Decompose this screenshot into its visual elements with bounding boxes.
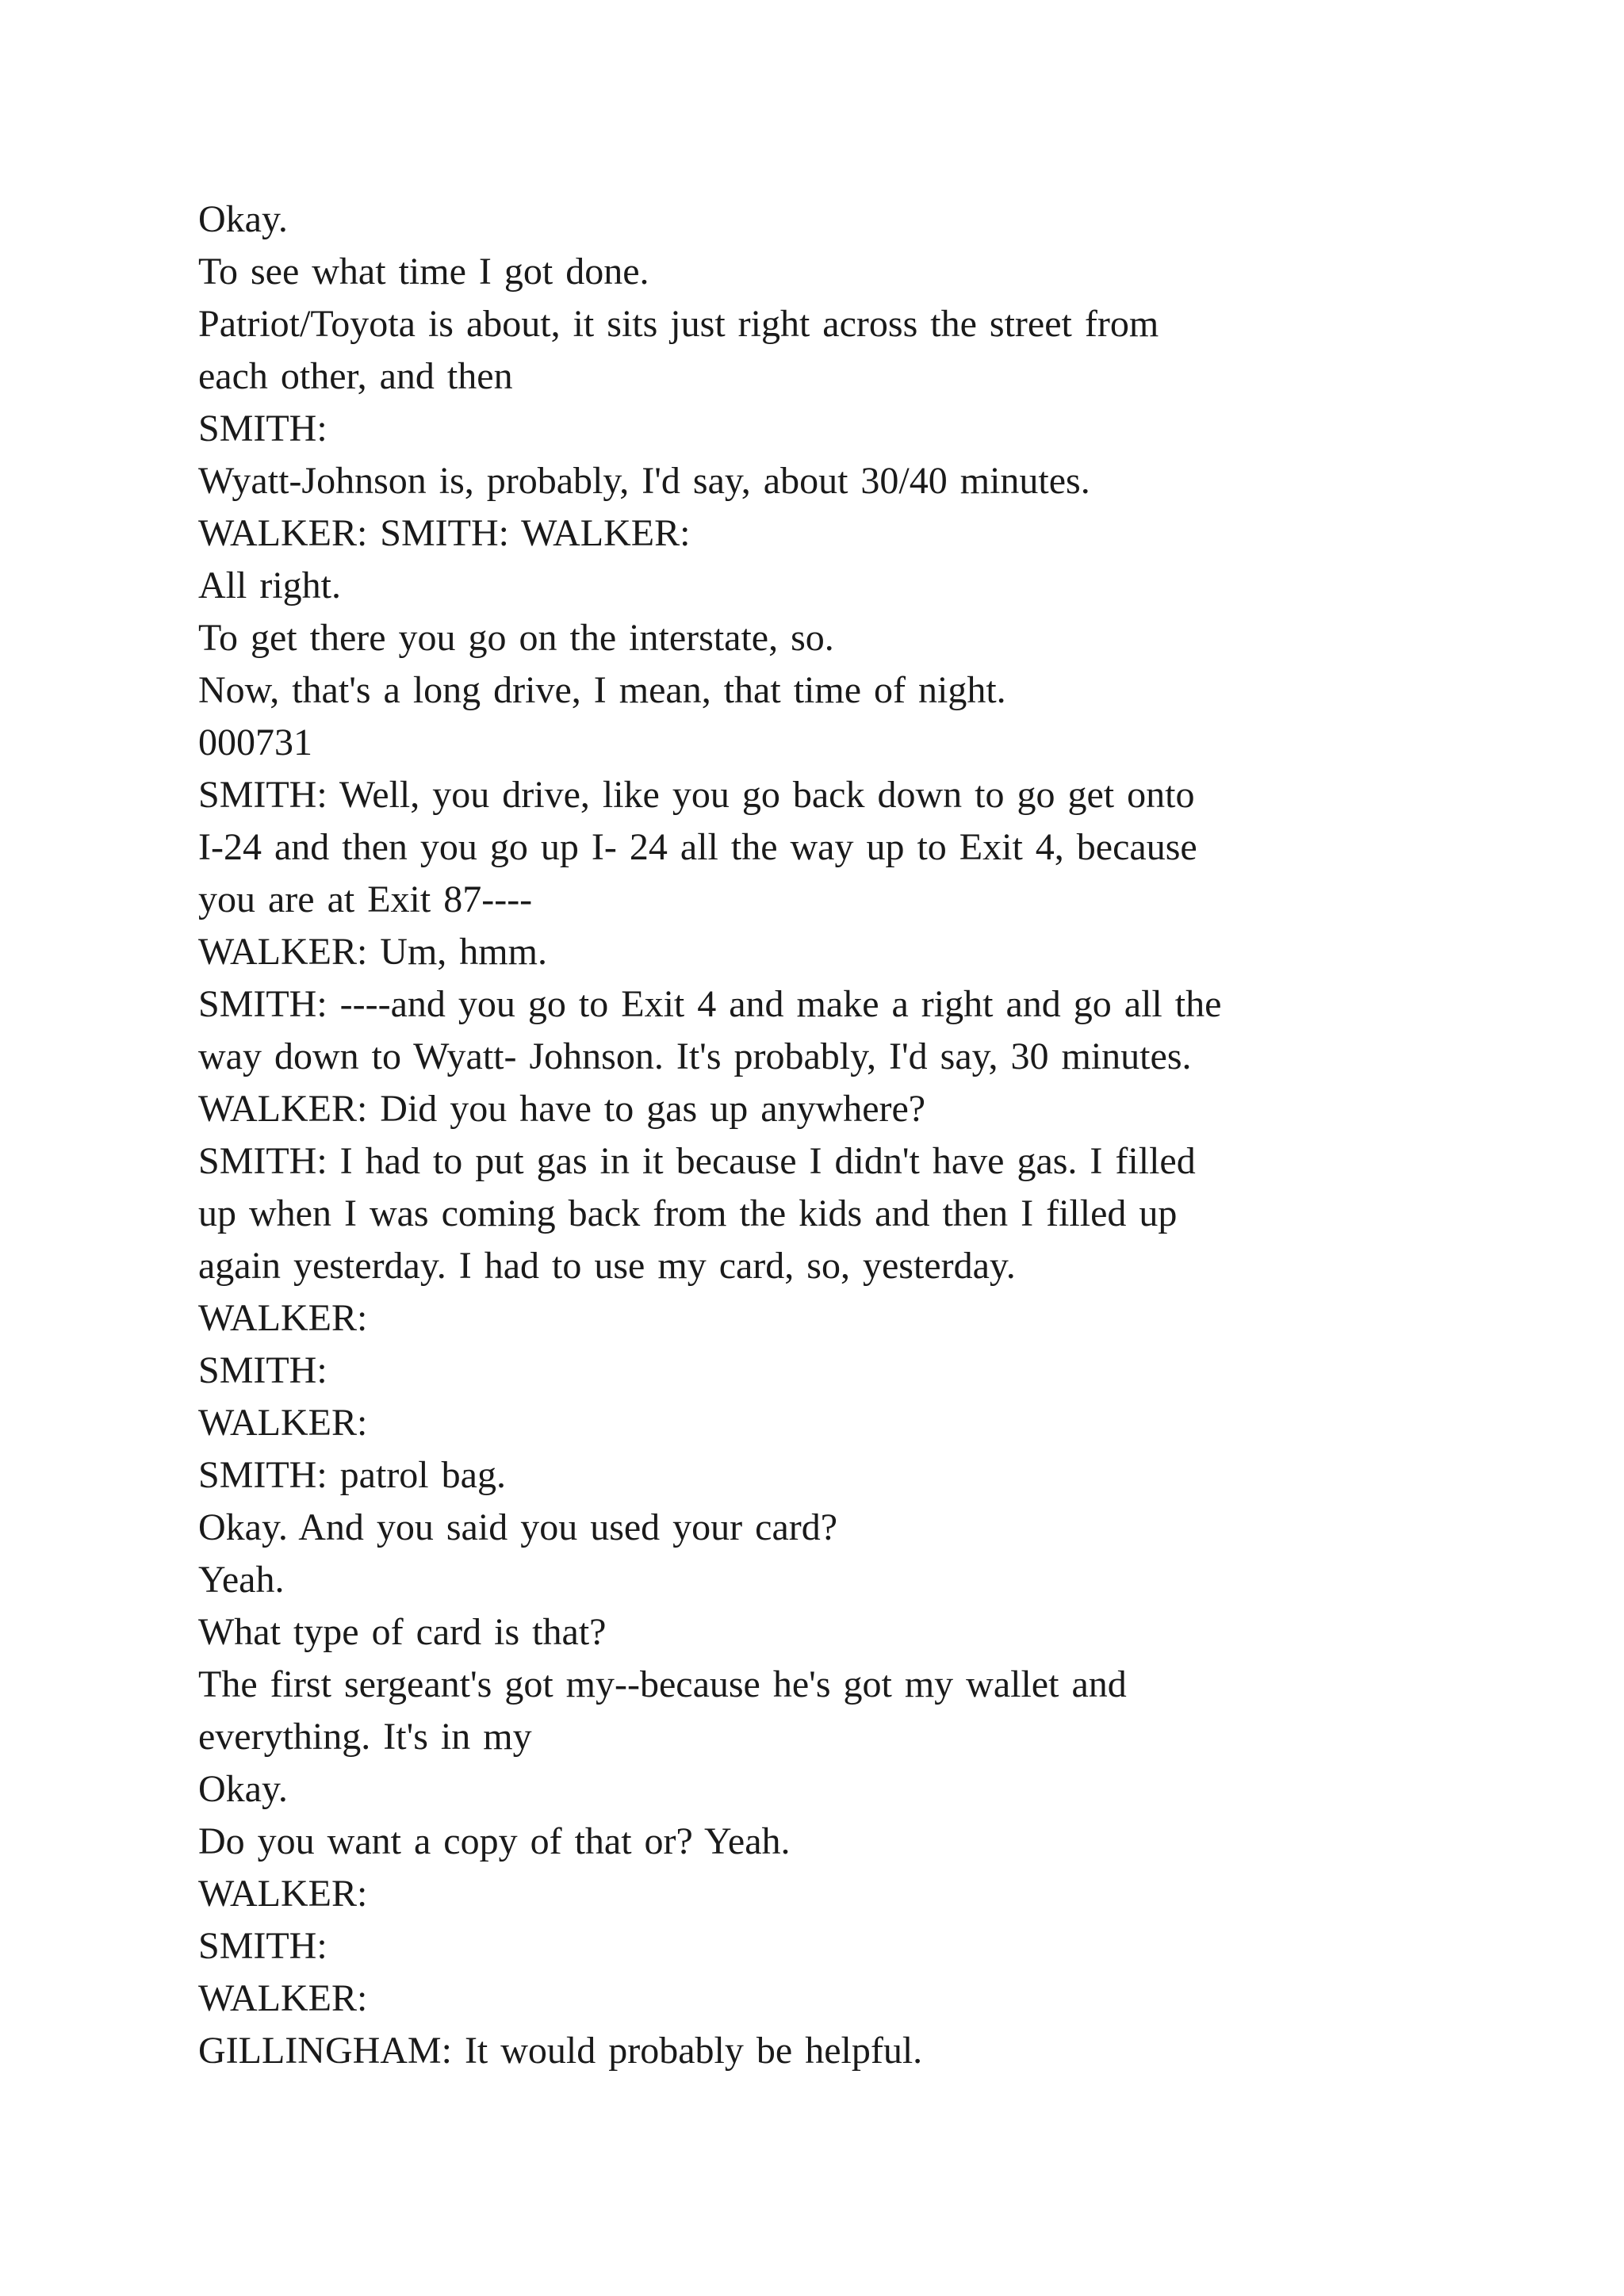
transcript-line: WALKER: Did you have to gas up anywhere? <box>198 1088 926 1130</box>
transcript-line: WALKER: <box>198 1977 368 2019</box>
transcript-line: WALKER: <box>198 1297 368 1339</box>
transcript-line: What type of card is that? <box>198 1611 607 1653</box>
transcript-line: Wyatt-Johnson is, probably, I'd say, about 30/40 minutes. <box>198 460 1090 502</box>
transcript-line: SMITH: <box>198 1349 327 1391</box>
transcript-line: I-24 and then you go up I- 24 all the way up to Exit 4, because <box>198 826 1197 868</box>
transcript-line: WALKER: Um, hmm. <box>198 931 547 973</box>
transcript-line: you are at Exit 87---- <box>198 878 533 920</box>
transcript-line: way down to Wyatt- Johnson. It's probably, I'd say, 30 minutes. <box>198 1035 1192 1077</box>
transcript-line: To get there you go on the interstate, so. <box>198 617 834 659</box>
transcript-line: Okay. And you said you used your card? <box>198 1506 838 1548</box>
transcript-line: SMITH: ----and you go to Exit 4 and make a right and go all the <box>198 983 1222 1025</box>
transcript-line: The first sergeant's got my--because he's got my wallet and <box>198 1663 1127 1705</box>
transcript-text <box>198 193 1435 2077</box>
transcript-line: WALKER: <box>198 1402 368 1444</box>
transcript-line: Now, that's a long drive, I mean, that time of night. <box>198 669 1006 711</box>
transcript-line: everything. It's in my <box>198 1716 532 1758</box>
transcript-line: Patriot/Toyota is about, it sits just right across the street from <box>198 303 1159 345</box>
transcript-line: To see what time I got done. <box>198 251 649 293</box>
page-number: 000731 <box>198 721 312 763</box>
transcript-line: Okay. <box>198 198 288 240</box>
transcript-line: WALKER: <box>198 1873 368 1915</box>
transcript-line: SMITH: Well, you drive, like you go back down to go get onto <box>198 774 1195 816</box>
transcript-line: Okay. <box>198 1768 288 1810</box>
transcript-line: All right. <box>198 564 341 607</box>
transcript-line: SMITH: <box>198 1925 327 1967</box>
transcript-line: Yeah. <box>198 1559 285 1601</box>
transcript-line: up when I was coming back from the kids and then I filled up <box>198 1192 1178 1234</box>
transcript-line: each other, and then <box>198 355 513 397</box>
transcript-line: GILLINGHAM: It would probably be helpful. <box>198 2030 923 2072</box>
transcript-line: again yesterday. I had to use my card, so, yesterday. <box>198 1245 1016 1287</box>
transcript-line: WALKER: SMITH: WALKER: <box>198 512 691 554</box>
transcript-line: SMITH: patrol bag. <box>198 1454 506 1496</box>
transcript-line: Do you want a copy of that or? Yeah. <box>198 1820 791 1862</box>
transcript-line: SMITH: <box>198 408 327 450</box>
transcript-line: SMITH: I had to put gas in it because I didn't have gas. I filled <box>198 1140 1196 1182</box>
